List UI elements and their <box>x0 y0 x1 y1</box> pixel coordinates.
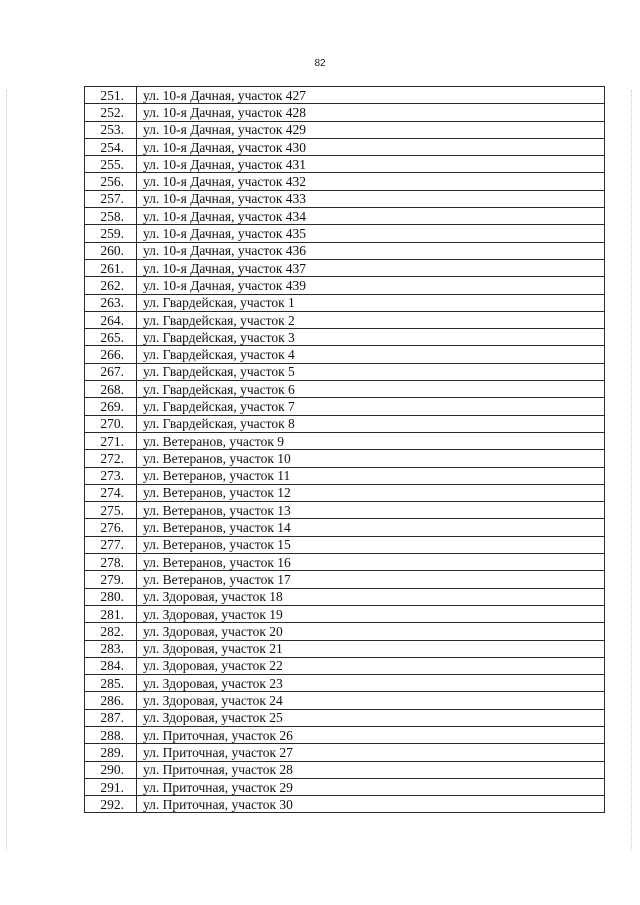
row-number: 291. <box>85 778 137 795</box>
row-number: 276. <box>85 519 137 536</box>
row-address: ул. 10-я Дачная, участок 437 <box>137 259 605 276</box>
row-number: 281. <box>85 605 137 622</box>
table-row <box>85 294 605 311</box>
row-address: ул. 10-я Дачная, участок 427 <box>137 87 605 104</box>
row-address: ул. 10-я Дачная, участок 428 <box>137 104 605 121</box>
scan-edge-right <box>631 90 633 850</box>
row-address: ул. Гвардейская, участок 6 <box>137 381 605 398</box>
row-address: ул. Ветеранов, участок 11 <box>137 467 605 484</box>
row-number: 253. <box>85 121 137 138</box>
table-row <box>85 156 605 173</box>
row-address: ул. Ветеранов, участок 15 <box>137 536 605 553</box>
table-row <box>85 761 605 778</box>
table-row <box>85 657 605 674</box>
row-number: 287. <box>85 709 137 726</box>
table-row <box>85 277 605 294</box>
row-number: 254. <box>85 138 137 155</box>
row-number: 265. <box>85 329 137 346</box>
row-address: ул. Гвардейская, участок 8 <box>137 415 605 432</box>
table-row <box>85 87 605 104</box>
table-row <box>85 726 605 743</box>
row-address: ул. Ветеранов, участок 14 <box>137 519 605 536</box>
row-address: ул. Здоровая, участок 24 <box>137 692 605 709</box>
row-address: ул. 10-я Дачная, участок 439 <box>137 277 605 294</box>
row-number: 282. <box>85 623 137 640</box>
row-number: 255. <box>85 156 137 173</box>
row-address: ул. Здоровая, участок 20 <box>137 623 605 640</box>
row-number: 288. <box>85 726 137 743</box>
table-row <box>85 519 605 536</box>
row-number: 275. <box>85 502 137 519</box>
table-row <box>85 675 605 692</box>
table-row <box>85 415 605 432</box>
page-number: 82 <box>314 58 326 69</box>
table-row <box>85 467 605 484</box>
table-row <box>85 329 605 346</box>
row-address: ул. 10-я Дачная, участок 430 <box>137 138 605 155</box>
row-number: 260. <box>85 242 137 259</box>
table-row <box>85 346 605 363</box>
row-address: ул. 10-я Дачная, участок 436 <box>137 242 605 259</box>
row-address: ул. Ветеранов, участок 13 <box>137 502 605 519</box>
table-row <box>85 138 605 155</box>
row-number: 290. <box>85 761 137 778</box>
row-address: ул. Гвардейская, участок 3 <box>137 329 605 346</box>
row-address: ул. Гвардейская, участок 7 <box>137 398 605 415</box>
table-row <box>85 173 605 190</box>
row-number: 283. <box>85 640 137 657</box>
row-number: 262. <box>85 277 137 294</box>
row-number: 285. <box>85 675 137 692</box>
table-row <box>85 311 605 328</box>
row-address: ул. 10-я Дачная, участок 429 <box>137 121 605 138</box>
row-number: 271. <box>85 432 137 449</box>
row-number: 289. <box>85 744 137 761</box>
row-number: 268. <box>85 381 137 398</box>
row-number: 270. <box>85 415 137 432</box>
row-number: 258. <box>85 208 137 225</box>
row-address: ул. 10-я Дачная, участок 433 <box>137 190 605 207</box>
row-number: 279. <box>85 571 137 588</box>
row-address: ул. 10-я Дачная, участок 431 <box>137 156 605 173</box>
table-row <box>85 623 605 640</box>
row-address: ул. 10-я Дачная, участок 432 <box>137 173 605 190</box>
table-row <box>85 104 605 121</box>
row-address: ул. Здоровая, участок 18 <box>137 588 605 605</box>
table-row <box>85 778 605 795</box>
table-row <box>85 744 605 761</box>
row-address: ул. Здоровая, участок 22 <box>137 657 605 674</box>
row-address: ул. Здоровая, участок 21 <box>137 640 605 657</box>
table-row <box>85 208 605 225</box>
row-number: 257. <box>85 190 137 207</box>
row-number: 269. <box>85 398 137 415</box>
table-row <box>85 190 605 207</box>
scan-edge-left <box>6 90 8 850</box>
row-number: 251. <box>85 87 137 104</box>
table-row <box>85 381 605 398</box>
row-address: ул. Здоровая, участок 19 <box>137 605 605 622</box>
row-number: 284. <box>85 657 137 674</box>
row-address: ул. Приточная, участок 27 <box>137 744 605 761</box>
row-number: 273. <box>85 467 137 484</box>
table-row <box>85 588 605 605</box>
row-number: 264. <box>85 311 137 328</box>
row-address: ул. Ветеранов, участок 16 <box>137 554 605 571</box>
row-number: 272. <box>85 450 137 467</box>
table-row <box>85 259 605 276</box>
row-address: ул. Гвардейская, участок 2 <box>137 311 605 328</box>
row-address: ул. Приточная, участок 29 <box>137 778 605 795</box>
table-row <box>85 121 605 138</box>
row-number: 266. <box>85 346 137 363</box>
row-address: ул. Гвардейская, участок 4 <box>137 346 605 363</box>
row-address: ул. Здоровая, участок 25 <box>137 709 605 726</box>
row-address: ул. 10-я Дачная, участок 435 <box>137 225 605 242</box>
row-address: ул. Приточная, участок 28 <box>137 761 605 778</box>
table-row <box>85 450 605 467</box>
table-row <box>85 571 605 588</box>
table-row <box>85 484 605 501</box>
row-number: 259. <box>85 225 137 242</box>
table-row <box>85 242 605 259</box>
table-row <box>85 709 605 726</box>
address-table <box>84 86 605 813</box>
table-row <box>85 640 605 657</box>
row-number: 274. <box>85 484 137 501</box>
row-address: ул. Приточная, участок 30 <box>137 796 605 813</box>
row-address: ул. Ветеранов, участок 17 <box>137 571 605 588</box>
row-address: ул. Гвардейская, участок 5 <box>137 363 605 380</box>
row-number: 278. <box>85 554 137 571</box>
row-number: 280. <box>85 588 137 605</box>
table-row <box>85 398 605 415</box>
row-number: 263. <box>85 294 137 311</box>
table-row <box>85 605 605 622</box>
row-address: ул. Приточная, участок 26 <box>137 726 605 743</box>
row-address: ул. Ветеранов, участок 9 <box>137 432 605 449</box>
row-number: 261. <box>85 259 137 276</box>
row-number: 277. <box>85 536 137 553</box>
table-row <box>85 225 605 242</box>
table-row <box>85 536 605 553</box>
table-row <box>85 796 605 813</box>
row-number: 256. <box>85 173 137 190</box>
row-number: 267. <box>85 363 137 380</box>
table-row <box>85 502 605 519</box>
table-row <box>85 692 605 709</box>
row-number: 286. <box>85 692 137 709</box>
row-address: ул. Гвардейская, участок 1 <box>137 294 605 311</box>
address-table-body <box>85 87 605 813</box>
table-row <box>85 554 605 571</box>
row-number: 252. <box>85 104 137 121</box>
row-address: ул. Ветеранов, участок 10 <box>137 450 605 467</box>
row-address: ул. 10-я Дачная, участок 434 <box>137 208 605 225</box>
table-row <box>85 363 605 380</box>
row-address: ул. Ветеранов, участок 12 <box>137 484 605 501</box>
row-number: 292. <box>85 796 137 813</box>
row-address: ул. Здоровая, участок 23 <box>137 675 605 692</box>
table-row <box>85 432 605 449</box>
